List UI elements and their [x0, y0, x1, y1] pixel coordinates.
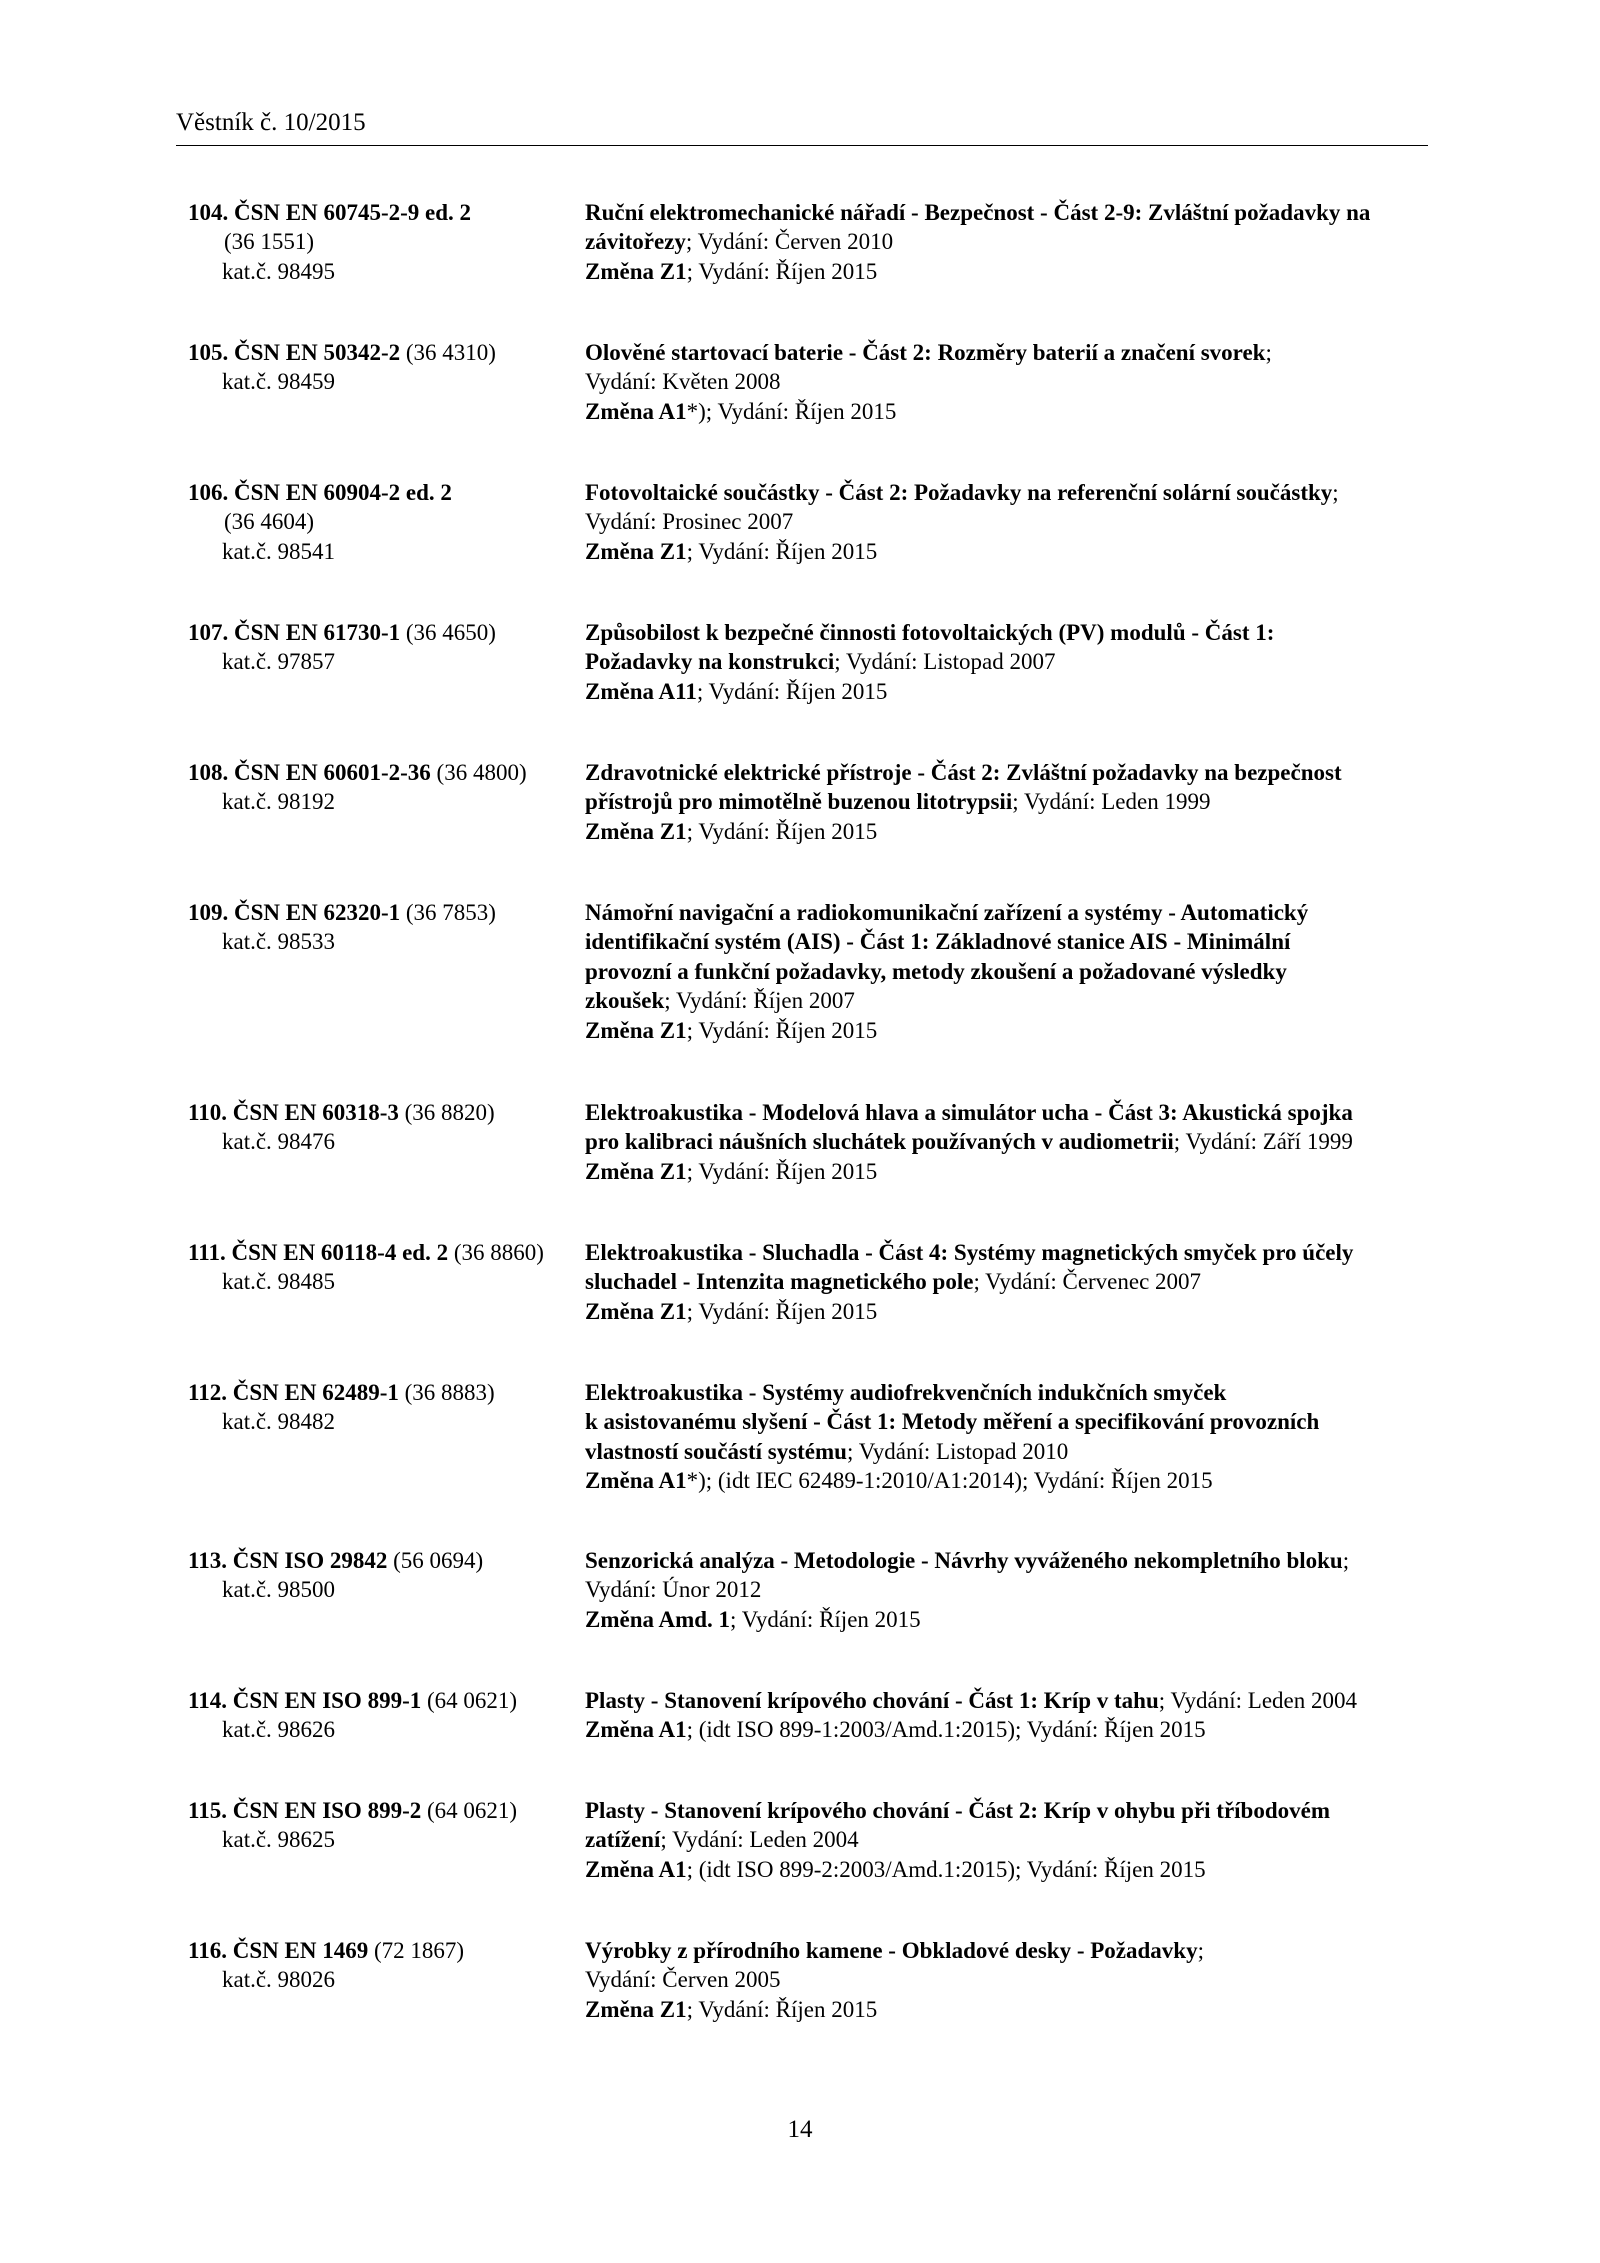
- text: ; Vydání: Říjen 2015: [686, 1017, 878, 1043]
- description-line: [585, 1238, 1428, 1267]
- text: ; Vydání: Říjen 2015: [686, 1298, 878, 1324]
- text: ; (idt ISO 899-2:2003/Amd.1:2015); Vydání: Říjen 2015: [686, 1856, 1206, 1882]
- standard-description: [585, 1546, 1428, 1634]
- bold-text: 106. ČSN EN 60904-2 ed. 2: [188, 480, 452, 505]
- text: kat.č. 98485: [222, 1269, 336, 1295]
- text: ; Vydání: Říjen 2015: [730, 1606, 921, 1632]
- text: ; (idt ISO 899-1:2003/Amd.1:2015); Vydání: Říjen 2015: [686, 1717, 1206, 1743]
- text: ; Vydání: Říjen 2015: [686, 538, 878, 564]
- bold-text: 111. ČSN EN 60118-4 ed. 2: [188, 1240, 449, 1265]
- text: ; Vydání: Září 1999: [1173, 1129, 1353, 1155]
- standard-description: [585, 758, 1428, 846]
- designation-line: [188, 478, 593, 507]
- text: (36 8860): [448, 1240, 544, 1265]
- bold-text: Elektroakustika - Modelová hlava a simulátor ucha - Část 3: Akustická spojka: [585, 1100, 1353, 1125]
- standard-designation: [188, 1238, 593, 1297]
- designation-line: [188, 1965, 593, 1994]
- text: (36 4650): [400, 620, 496, 645]
- description-line: [585, 618, 1428, 647]
- designation-line: [188, 787, 593, 816]
- designation-line: [188, 1546, 593, 1575]
- text: (36 7853): [400, 900, 496, 925]
- bold-text: Fotovoltaické součástky - Část 2: Požadavky na referenční solární součástky: [585, 480, 1333, 505]
- bold-text: Zdravotnické elektrické přístroje - Část 2: Zvláštní požadavky na bezpečnost: [585, 760, 1342, 785]
- bold-text: Změna Amd. 1: [585, 1606, 731, 1632]
- text: Vydání: Prosinec 2007: [585, 509, 794, 535]
- text: *); (idt IEC 62489-1:2010/A1:2014); Vydání: Říjen 2015: [686, 1468, 1213, 1494]
- bold-text: Požadavky na konstrukci: [585, 649, 835, 675]
- text: (72 1867): [368, 1938, 465, 1963]
- bold-text: přístrojů pro mimotělně buzenou litotrypsii: [585, 789, 1013, 815]
- text: ;: [1265, 340, 1272, 365]
- standard-description: [585, 198, 1428, 286]
- description-line: [585, 198, 1428, 227]
- description-line: [585, 1855, 1428, 1884]
- bold-text: Změna A11: [585, 678, 697, 704]
- bold-text: pro kalibraci náušních sluchátek používaných v audiometrii: [585, 1129, 1174, 1155]
- text: (64 0621): [421, 1798, 518, 1823]
- text: ;: [1332, 480, 1339, 505]
- text: kat.č. 98482: [222, 1409, 336, 1435]
- description-line: [585, 1437, 1428, 1466]
- bold-text: 113. ČSN ISO 29842: [188, 1548, 388, 1573]
- description-line: [585, 1157, 1428, 1186]
- description-line: [585, 1378, 1428, 1407]
- standard-designation: [188, 1936, 593, 1995]
- designation-line: [188, 1936, 593, 1965]
- description-line: [585, 1297, 1428, 1326]
- designation-line: [188, 1127, 593, 1156]
- standard-designation: [188, 478, 593, 566]
- description-line: [585, 1965, 1428, 1994]
- text: ; Vydání: Říjen 2015: [686, 818, 878, 844]
- bold-text: identifikační systém (AIS) - Část 1: Základnové stanice AIS - Minimální: [585, 929, 1291, 955]
- bold-text: k asistovanému slyšení - Část 1: Metody měření a specifikování provozních: [585, 1409, 1320, 1435]
- bold-text: zkoušek: [585, 988, 665, 1014]
- standard-designation: [188, 1546, 593, 1605]
- description-line: [585, 1267, 1428, 1296]
- description-line: [585, 927, 1428, 956]
- bold-text: Změna Z1: [585, 1158, 687, 1184]
- description-line: [585, 478, 1428, 507]
- standard-description: [585, 1686, 1428, 1745]
- description-line: [585, 787, 1428, 816]
- standard-description: [585, 898, 1428, 1045]
- text: ; Vydání: Červen 2010: [685, 229, 894, 255]
- bold-text: zatížení: [585, 1827, 661, 1853]
- description-line: [585, 1407, 1428, 1436]
- text: ; Vydání: Říjen 2015: [686, 1996, 878, 2022]
- text: kat.č. 98476: [222, 1129, 336, 1155]
- description-line: [585, 1936, 1428, 1965]
- designation-line: [188, 507, 593, 536]
- bold-text: 109. ČSN EN 62320-1: [188, 900, 401, 925]
- bold-text: Změna Z1: [585, 538, 687, 564]
- designation-line: [188, 1796, 593, 1825]
- text: Vydání: Květen 2008: [585, 369, 781, 395]
- text: ; Vydání: Červenec 2007: [973, 1269, 1202, 1295]
- standard-description: [585, 1936, 1428, 2024]
- text: kat.č. 98626: [222, 1717, 336, 1743]
- bold-text: Ruční elektromechanické nářadí - Bezpečnost - Část 2-9: Zvláštní požadavky na: [585, 200, 1371, 225]
- bold-text: Změna A1: [585, 1468, 687, 1494]
- description-line: [585, 1796, 1428, 1825]
- text: Vydání: Červen 2005: [585, 1967, 781, 1993]
- text: ; Vydání: Leden 1999: [1012, 789, 1211, 815]
- bold-text: Změna A1: [585, 398, 687, 424]
- standard-designation: [188, 1796, 593, 1855]
- description-line: [585, 1995, 1428, 2024]
- description-line: [585, 537, 1428, 566]
- bold-text: Olověné startovací baterie - Část 2: Rozměry baterií a značení svorek: [585, 340, 1266, 365]
- text: (36 4310): [400, 340, 496, 365]
- description-line: [585, 367, 1428, 396]
- standard-description: [585, 478, 1428, 566]
- bold-text: 105. ČSN EN 50342-2: [188, 340, 401, 365]
- standard-designation: [188, 898, 593, 957]
- bold-text: 116. ČSN EN 1469: [188, 1938, 369, 1963]
- description-line: [585, 677, 1428, 706]
- bold-text: vlastností součástí systému: [585, 1438, 847, 1464]
- designation-line: [188, 537, 593, 566]
- description-line: [585, 898, 1428, 927]
- text: (64 0621): [421, 1688, 518, 1713]
- designation-line: [188, 1715, 593, 1744]
- designation-line: [188, 898, 593, 927]
- designation-line: [188, 1098, 593, 1127]
- bold-text: 104. ČSN EN 60745-2-9 ed. 2: [188, 200, 472, 225]
- designation-line: [188, 1238, 593, 1267]
- designation-line: [188, 1407, 593, 1436]
- bold-text: 115. ČSN EN ISO 899-2: [188, 1798, 422, 1823]
- text: (36 8820): [398, 1100, 495, 1125]
- bold-text: Námořní navigační a radiokomunikační zařízení a systémy - Automatický: [585, 900, 1309, 925]
- description-line: [585, 227, 1428, 256]
- bold-text: 112. ČSN EN 62489-1: [188, 1380, 399, 1405]
- text: kat.č. 98026: [222, 1967, 336, 1993]
- bold-text: Změna Z1: [585, 1298, 687, 1324]
- standard-description: [585, 1238, 1428, 1326]
- designation-line: [188, 618, 593, 647]
- description-line: [585, 817, 1428, 846]
- description-line: [585, 1686, 1428, 1715]
- bold-text: Plasty - Stanovení krípového chování - Část 1: Kríp v tahu: [585, 1688, 1159, 1713]
- text: kat.č. 98495: [222, 258, 336, 284]
- description-line: [585, 758, 1428, 787]
- bold-text: Změna A1: [585, 1717, 687, 1743]
- header-divider: [176, 145, 1428, 146]
- standard-designation: [188, 1686, 593, 1745]
- text: ;: [1197, 1938, 1204, 1963]
- text: (36 1551): [224, 229, 315, 255]
- designation-line: [188, 1686, 593, 1715]
- standard-description: [585, 618, 1428, 706]
- bold-text: Výrobky z přírodního kamene - Obkladové desky - Požadavky: [585, 1938, 1198, 1963]
- standard-description: [585, 338, 1428, 426]
- description-line: [585, 257, 1428, 286]
- bold-text: Změna Z1: [585, 1017, 687, 1043]
- standard-designation: [188, 1378, 593, 1437]
- description-line: [585, 1546, 1428, 1575]
- text: *); Vydání: Říjen 2015: [686, 398, 897, 424]
- description-line: [585, 957, 1428, 986]
- designation-line: [188, 367, 593, 396]
- text: kat.č. 97857: [222, 649, 336, 675]
- bold-text: Změna Z1: [585, 258, 687, 284]
- bold-text: Plasty - Stanovení krípového chování - Část 2: Kríp v ohybu při tříbodovém: [585, 1798, 1330, 1823]
- text: ; Vydání: Leden 2004: [1158, 1688, 1358, 1713]
- bold-text: Elektroakustika - Sluchadla - Část 4: Systémy magnetických smyček pro účely: [585, 1240, 1354, 1265]
- text: ; Vydání: Leden 2004: [660, 1827, 859, 1853]
- text: (36 4800): [430, 760, 527, 785]
- designation-line: [188, 1267, 593, 1296]
- description-line: [585, 1605, 1428, 1634]
- page-number: 14: [787, 2116, 813, 2143]
- designation-line: [188, 1378, 593, 1407]
- description-line: [585, 986, 1428, 1015]
- designation-line: [188, 338, 593, 367]
- designation-line: [188, 758, 593, 787]
- text: ; Vydání: Listopad 2010: [846, 1438, 1069, 1464]
- text: kat.č. 98625: [222, 1827, 336, 1853]
- description-line: [585, 1016, 1428, 1045]
- text: ; Vydání: Říjen 2007: [664, 988, 855, 1014]
- text: (36 8883): [398, 1380, 495, 1405]
- bold-text: Změna A1: [585, 1856, 687, 1882]
- text: ; Vydání: Říjen 2015: [696, 678, 888, 704]
- description-line: [585, 647, 1428, 676]
- bold-text: provozní a funkční požadavky, metody zkoušení a požadované výsledky: [585, 958, 1287, 984]
- text: ; Vydání: Listopad 2007: [834, 649, 1056, 675]
- page-header-title: Věstník č. 10/2015: [176, 109, 366, 136]
- text: (56 0694): [387, 1548, 484, 1573]
- bold-text: Způsobilost k bezpečné činnosti fotovoltaických (PV) modulů - Část 1:: [585, 620, 1275, 645]
- text: ; Vydání: Říjen 2015: [686, 258, 878, 284]
- standard-designation: [188, 758, 593, 817]
- bold-text: závitořezy: [585, 229, 686, 255]
- standard-description: [585, 1796, 1428, 1884]
- text: kat.č. 98459: [222, 369, 336, 395]
- text: kat.č. 98500: [222, 1577, 336, 1603]
- description-line: [585, 397, 1428, 426]
- standard-designation: [188, 198, 593, 286]
- description-line: [585, 1098, 1428, 1127]
- designation-line: [188, 227, 593, 256]
- bold-text: 110. ČSN EN 60318-3: [188, 1100, 399, 1125]
- text: Vydání: Únor 2012: [585, 1577, 762, 1603]
- text: ;: [1342, 1548, 1350, 1573]
- bold-text: 107. ČSN EN 61730-1: [188, 620, 401, 645]
- text: ; Vydání: Říjen 2015: [686, 1158, 878, 1184]
- designation-line: [188, 927, 593, 956]
- bold-text: 114. ČSN EN ISO 899-1: [188, 1688, 422, 1713]
- standard-description: [585, 1378, 1428, 1496]
- description-line: [585, 338, 1428, 367]
- bold-text: Elektroakustika - Systémy audiofrekvenčních indukčních smyček: [585, 1380, 1227, 1405]
- standard-description: [585, 1098, 1428, 1186]
- description-line: [585, 1466, 1428, 1495]
- bold-text: 108. ČSN EN 60601-2-36: [188, 760, 431, 785]
- standard-designation: [188, 1098, 593, 1157]
- bold-text: Senzorická analýza - Metodologie - Návrhy vyváženého nekompletního bloku: [585, 1548, 1343, 1573]
- description-line: [585, 1715, 1428, 1744]
- description-line: [585, 507, 1428, 536]
- designation-line: [188, 198, 593, 227]
- text: kat.č. 98533: [222, 929, 336, 955]
- text: kat.č. 98541: [222, 538, 336, 564]
- designation-line: [188, 257, 593, 286]
- bold-text: Změna Z1: [585, 818, 687, 844]
- text: (36 4604): [224, 509, 315, 535]
- description-line: [585, 1825, 1428, 1854]
- bold-text: Změna Z1: [585, 1996, 687, 2022]
- standard-designation: [188, 338, 593, 397]
- designation-line: [188, 1575, 593, 1604]
- bold-text: sluchadel - Intenzita magnetického pole: [585, 1269, 974, 1295]
- description-line: [585, 1575, 1428, 1604]
- designation-line: [188, 1825, 593, 1854]
- description-line: [585, 1127, 1428, 1156]
- standard-designation: [188, 618, 593, 677]
- designation-line: [188, 647, 593, 676]
- text: kat.č. 98192: [222, 789, 336, 815]
